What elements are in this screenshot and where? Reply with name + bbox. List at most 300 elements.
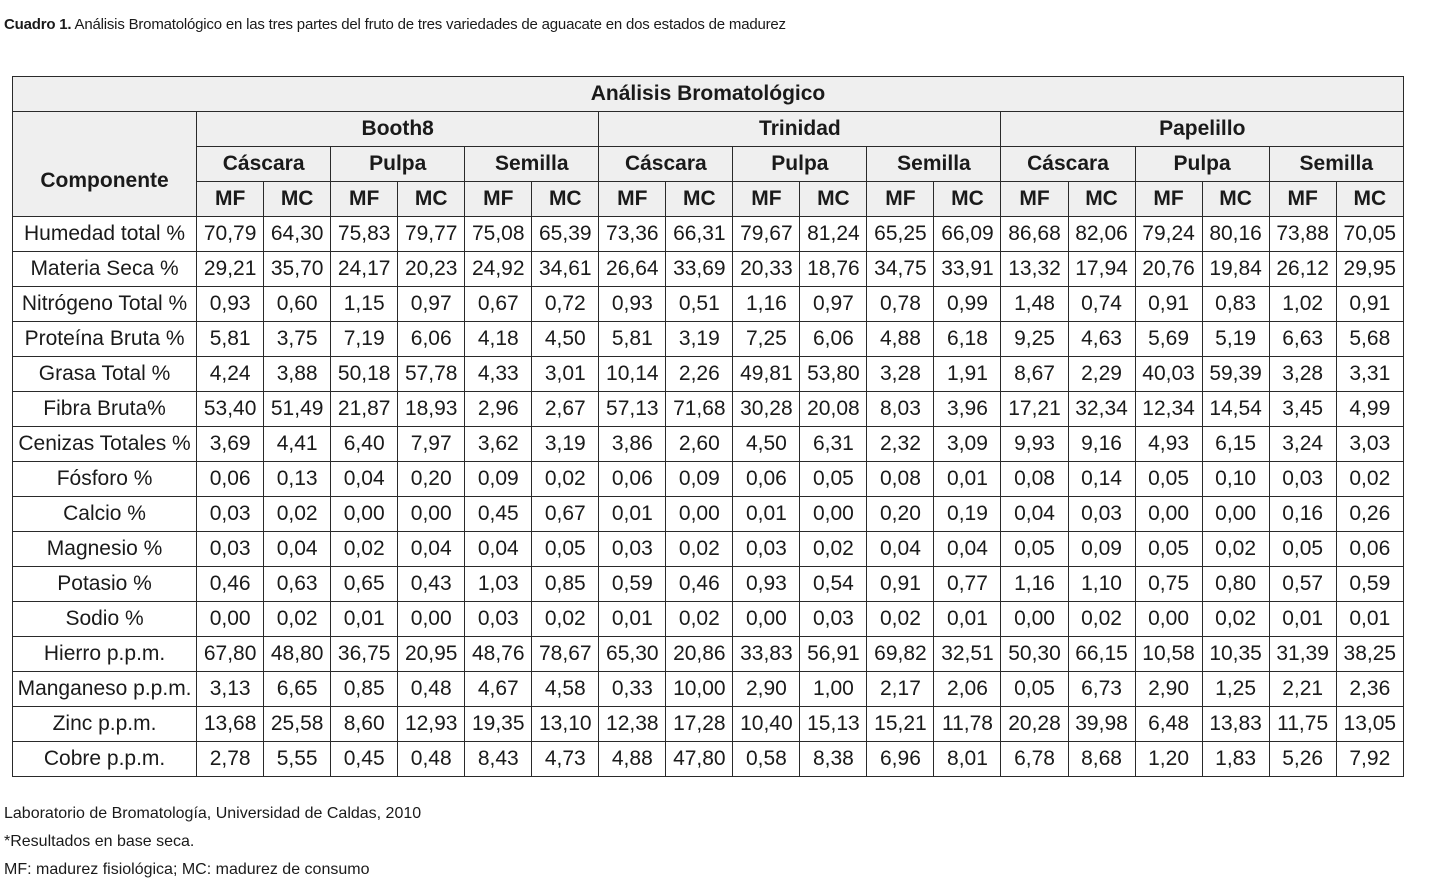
value-cell: 11,78 <box>934 707 1001 742</box>
part-header-1: Pulpa <box>1135 147 1269 182</box>
value-cell: 73,36 <box>599 217 666 252</box>
value-cell: 5,81 <box>599 322 666 357</box>
value-cell: 0,05 <box>1001 532 1068 567</box>
value-cell: 4,88 <box>867 322 934 357</box>
value-cell: 33,69 <box>666 252 733 287</box>
value-cell: 9,93 <box>1001 427 1068 462</box>
value-cell: 48,80 <box>264 637 331 672</box>
value-cell: 50,18 <box>331 357 398 392</box>
value-cell: 0,16 <box>1269 497 1336 532</box>
value-cell: 0,60 <box>264 287 331 322</box>
value-cell: 1,02 <box>1269 287 1336 322</box>
value-cell: 0,67 <box>532 497 599 532</box>
value-cell: 0,02 <box>1202 532 1269 567</box>
header-spacer <box>13 112 197 147</box>
value-cell: 0,93 <box>733 567 800 602</box>
value-cell: 0,72 <box>532 287 599 322</box>
value-cell: 65,25 <box>867 217 934 252</box>
value-cell: 6,73 <box>1068 672 1135 707</box>
value-cell: 8,01 <box>934 742 1001 777</box>
state-header-mf: MF <box>1001 182 1068 217</box>
value-cell: 12,93 <box>398 707 465 742</box>
value-cell: 3,09 <box>934 427 1001 462</box>
value-cell: 0,04 <box>867 532 934 567</box>
value-cell: 0,51 <box>666 287 733 322</box>
value-cell: 8,38 <box>800 742 867 777</box>
state-header-mc: MC <box>1202 182 1269 217</box>
part-header-2: Semilla <box>1269 147 1403 182</box>
value-cell: 66,15 <box>1068 637 1135 672</box>
value-cell: 81,24 <box>800 217 867 252</box>
value-cell: 3,96 <box>934 392 1001 427</box>
value-cell: 10,35 <box>1202 637 1269 672</box>
value-cell: 0,01 <box>331 602 398 637</box>
value-cell: 0,03 <box>197 497 264 532</box>
state-header-mf: MF <box>197 182 264 217</box>
value-cell: 29,95 <box>1336 252 1403 287</box>
value-cell: 4,18 <box>465 322 532 357</box>
table-notes <box>4 800 421 884</box>
value-cell: 4,93 <box>1135 427 1202 462</box>
state-header-mf: MF <box>1135 182 1202 217</box>
value-cell: 0,03 <box>197 532 264 567</box>
value-cell: 0,09 <box>666 462 733 497</box>
value-cell: 53,40 <box>197 392 264 427</box>
value-cell: 4,58 <box>532 672 599 707</box>
value-cell: 4,50 <box>733 427 800 462</box>
value-cell: 18,93 <box>398 392 465 427</box>
value-cell: 0,02 <box>666 602 733 637</box>
value-cell: 0,01 <box>733 497 800 532</box>
value-cell: 0,03 <box>465 602 532 637</box>
table-row <box>13 217 1404 252</box>
value-cell: 0,77 <box>934 567 1001 602</box>
table-row <box>13 707 1404 742</box>
value-cell: 59,39 <box>1202 357 1269 392</box>
value-cell: 66,31 <box>666 217 733 252</box>
value-cell: 6,31 <box>800 427 867 462</box>
value-cell: 11,75 <box>1269 707 1336 742</box>
value-cell: 0,59 <box>1336 567 1403 602</box>
value-cell: 13,68 <box>197 707 264 742</box>
value-cell: 49,81 <box>733 357 800 392</box>
value-cell: 0,91 <box>867 567 934 602</box>
variety-header-papelillo: Papelillo <box>1001 112 1404 147</box>
value-cell: 0,09 <box>465 462 532 497</box>
value-cell: 75,08 <box>465 217 532 252</box>
table-row <box>13 532 1404 567</box>
value-cell: 0,10 <box>1202 462 1269 497</box>
table-row <box>13 637 1404 672</box>
table-row <box>13 462 1404 497</box>
value-cell: 0,04 <box>331 462 398 497</box>
table-row <box>13 742 1404 777</box>
value-cell: 25,58 <box>264 707 331 742</box>
value-cell: 0,00 <box>1001 602 1068 637</box>
part-header-2: Semilla <box>867 147 1001 182</box>
value-cell: 20,23 <box>398 252 465 287</box>
state-header-mc: MC <box>1336 182 1403 217</box>
value-cell: 2,36 <box>1336 672 1403 707</box>
value-cell: 5,26 <box>1269 742 1336 777</box>
value-cell: 79,24 <box>1135 217 1202 252</box>
value-cell: 0,02 <box>532 602 599 637</box>
value-cell: 53,80 <box>800 357 867 392</box>
variety-header-booth8: Booth8 <box>197 112 599 147</box>
value-cell: 2,90 <box>733 672 800 707</box>
state-header-mc: MC <box>398 182 465 217</box>
value-cell: 0,80 <box>1202 567 1269 602</box>
value-cell: 2,26 <box>666 357 733 392</box>
value-cell: 36,75 <box>331 637 398 672</box>
component-name: Zinc p.p.m. <box>13 707 197 742</box>
value-cell: 67,80 <box>197 637 264 672</box>
part-header-0: Cáscara <box>599 147 733 182</box>
variety-header-row <box>13 112 1404 147</box>
value-cell: 65,39 <box>532 217 599 252</box>
value-cell: 3,75 <box>264 322 331 357</box>
value-cell: 0,33 <box>599 672 666 707</box>
value-cell: 5,81 <box>197 322 264 357</box>
value-cell: 26,12 <box>1269 252 1336 287</box>
table-row <box>13 392 1404 427</box>
value-cell: 73,88 <box>1269 217 1336 252</box>
value-cell: 0,05 <box>800 462 867 497</box>
value-cell: 0,02 <box>800 532 867 567</box>
value-cell: 82,06 <box>1068 217 1135 252</box>
value-cell: 0,08 <box>867 462 934 497</box>
value-cell: 0,04 <box>934 532 1001 567</box>
component-name: Humedad total % <box>13 217 197 252</box>
value-cell: 0,05 <box>1135 532 1202 567</box>
value-cell: 0,02 <box>532 462 599 497</box>
value-cell: 0,03 <box>599 532 666 567</box>
state-header-mc: MC <box>532 182 599 217</box>
value-cell: 32,51 <box>934 637 1001 672</box>
value-cell: 0,59 <box>599 567 666 602</box>
value-cell: 0,03 <box>800 602 867 637</box>
value-cell: 10,58 <box>1135 637 1202 672</box>
component-name: Materia Seca % <box>13 252 197 287</box>
value-cell: 4,67 <box>465 672 532 707</box>
value-cell: 0,65 <box>331 567 398 602</box>
value-cell: 0,06 <box>599 462 666 497</box>
value-cell: 0,06 <box>197 462 264 497</box>
state-header-mf: MF <box>465 182 532 217</box>
component-name: Hierro p.p.m. <box>13 637 197 672</box>
value-cell: 6,15 <box>1202 427 1269 462</box>
part-header-1: Pulpa <box>733 147 867 182</box>
part-header-0: Cáscara <box>1001 147 1135 182</box>
value-cell: 0,02 <box>264 602 331 637</box>
bromatological-table <box>12 76 1404 777</box>
state-header-mf: MF <box>331 182 398 217</box>
value-cell: 13,32 <box>1001 252 1068 287</box>
value-cell: 0,48 <box>398 742 465 777</box>
value-cell: 4,50 <box>532 322 599 357</box>
value-cell: 2,32 <box>867 427 934 462</box>
value-cell: 7,97 <box>398 427 465 462</box>
value-cell: 0,67 <box>465 287 532 322</box>
value-cell: 9,25 <box>1001 322 1068 357</box>
component-name: Manganeso p.p.m. <box>13 672 197 707</box>
value-cell: 24,92 <box>465 252 532 287</box>
value-cell: 26,64 <box>599 252 666 287</box>
value-cell: 2,90 <box>1135 672 1202 707</box>
value-cell: 13,10 <box>532 707 599 742</box>
value-cell: 14,54 <box>1202 392 1269 427</box>
value-cell: 5,55 <box>264 742 331 777</box>
value-cell: 38,25 <box>1336 637 1403 672</box>
part-header-0: Cáscara <box>197 147 331 182</box>
value-cell: 0,02 <box>666 532 733 567</box>
component-name: Sodio % <box>13 602 197 637</box>
value-cell: 1,91 <box>934 357 1001 392</box>
state-header-mc: MC <box>1068 182 1135 217</box>
table-row <box>13 567 1404 602</box>
value-cell: 34,61 <box>532 252 599 287</box>
table-row <box>13 357 1404 392</box>
value-cell: 2,60 <box>666 427 733 462</box>
value-cell: 48,76 <box>465 637 532 672</box>
note-source: Laboratorio de Bromatología, Universidad de Caldas, 2010 <box>4 805 422 822</box>
component-name: Proteína Bruta % <box>13 322 197 357</box>
value-cell: 0,01 <box>934 602 1001 637</box>
value-cell: 0,00 <box>1202 497 1269 532</box>
value-cell: 0,02 <box>331 532 398 567</box>
value-cell: 1,83 <box>1202 742 1269 777</box>
value-cell: 24,17 <box>331 252 398 287</box>
value-cell: 0,58 <box>733 742 800 777</box>
value-cell: 2,06 <box>934 672 1001 707</box>
value-cell: 0,46 <box>197 567 264 602</box>
value-cell: 71,68 <box>666 392 733 427</box>
value-cell: 15,13 <box>800 707 867 742</box>
value-cell: 6,63 <box>1269 322 1336 357</box>
value-cell: 66,09 <box>934 217 1001 252</box>
value-cell: 0,01 <box>599 497 666 532</box>
value-cell: 0,93 <box>599 287 666 322</box>
value-cell: 3,28 <box>867 357 934 392</box>
value-cell: 0,20 <box>867 497 934 532</box>
value-cell: 6,48 <box>1135 707 1202 742</box>
value-cell: 6,65 <box>264 672 331 707</box>
component-name: Cenizas Totales % <box>13 427 197 462</box>
state-header-row <box>13 182 1404 217</box>
value-cell: 0,75 <box>1135 567 1202 602</box>
note-dry-basis: *Resultados en base seca. <box>4 833 195 850</box>
component-header: Componente <box>13 147 197 217</box>
value-cell: 0,00 <box>197 602 264 637</box>
value-cell: 6,18 <box>934 322 1001 357</box>
value-cell: 0,00 <box>1135 602 1202 637</box>
value-cell: 0,03 <box>1068 497 1135 532</box>
value-cell: 51,49 <box>264 392 331 427</box>
value-cell: 0,63 <box>264 567 331 602</box>
table-title: Análisis Bromatológico <box>13 77 1404 112</box>
value-cell: 2,29 <box>1068 357 1135 392</box>
value-cell: 1,20 <box>1135 742 1202 777</box>
value-cell: 32,34 <box>1068 392 1135 427</box>
value-cell: 0,46 <box>666 567 733 602</box>
value-cell: 0,04 <box>264 532 331 567</box>
value-cell: 47,80 <box>666 742 733 777</box>
value-cell: 0,02 <box>867 602 934 637</box>
value-cell: 12,34 <box>1135 392 1202 427</box>
state-header-mf: MF <box>867 182 934 217</box>
value-cell: 0,00 <box>1135 497 1202 532</box>
value-cell: 4,41 <box>264 427 331 462</box>
value-cell: 0,14 <box>1068 462 1135 497</box>
value-cell: 0,85 <box>331 672 398 707</box>
value-cell: 0,26 <box>1336 497 1403 532</box>
value-cell: 3,19 <box>532 427 599 462</box>
value-cell: 0,04 <box>465 532 532 567</box>
value-cell: 69,82 <box>867 637 934 672</box>
value-cell: 20,08 <box>800 392 867 427</box>
value-cell: 0,19 <box>934 497 1001 532</box>
value-cell: 21,87 <box>331 392 398 427</box>
value-cell: 4,33 <box>465 357 532 392</box>
value-cell: 3,03 <box>1336 427 1403 462</box>
value-cell: 5,69 <box>1135 322 1202 357</box>
table-row <box>13 322 1404 357</box>
component-name: Cobre p.p.m. <box>13 742 197 777</box>
component-name: Grasa Total % <box>13 357 197 392</box>
value-cell: 0,97 <box>800 287 867 322</box>
value-cell: 3,31 <box>1336 357 1403 392</box>
component-name: Magnesio % <box>13 532 197 567</box>
component-name: Potasio % <box>13 567 197 602</box>
value-cell: 20,33 <box>733 252 800 287</box>
value-cell: 20,76 <box>1135 252 1202 287</box>
value-cell: 1,03 <box>465 567 532 602</box>
value-cell: 1,00 <box>800 672 867 707</box>
value-cell: 1,25 <box>1202 672 1269 707</box>
value-cell: 17,28 <box>666 707 733 742</box>
value-cell: 0,01 <box>599 602 666 637</box>
caption-text: Análisis Bromatológico en las tres partes del fruto de tres variedades de aguacate en dos estados de madurez <box>71 16 786 33</box>
value-cell: 0,00 <box>398 497 465 532</box>
value-cell: 35,70 <box>264 252 331 287</box>
value-cell: 10,40 <box>733 707 800 742</box>
value-cell: 7,92 <box>1336 742 1403 777</box>
value-cell: 8,68 <box>1068 742 1135 777</box>
value-cell: 19,35 <box>465 707 532 742</box>
value-cell: 6,96 <box>867 742 934 777</box>
value-cell: 86,68 <box>1001 217 1068 252</box>
value-cell: 56,91 <box>800 637 867 672</box>
value-cell: 40,03 <box>1135 357 1202 392</box>
value-cell: 0,06 <box>1336 532 1403 567</box>
value-cell: 0,91 <box>1336 287 1403 322</box>
value-cell: 6,06 <box>398 322 465 357</box>
value-cell: 3,69 <box>197 427 264 462</box>
table-row <box>13 427 1404 462</box>
value-cell: 8,60 <box>331 707 398 742</box>
value-cell: 0,08 <box>1001 462 1068 497</box>
value-cell: 3,24 <box>1269 427 1336 462</box>
value-cell: 0,00 <box>666 497 733 532</box>
value-cell: 8,03 <box>867 392 934 427</box>
value-cell: 0,91 <box>1135 287 1202 322</box>
value-cell: 19,84 <box>1202 252 1269 287</box>
value-cell: 0,02 <box>1202 602 1269 637</box>
value-cell: 5,68 <box>1336 322 1403 357</box>
state-header-mc: MC <box>800 182 867 217</box>
value-cell: 5,19 <box>1202 322 1269 357</box>
value-cell: 0,85 <box>532 567 599 602</box>
value-cell: 3,01 <box>532 357 599 392</box>
value-cell: 30,28 <box>733 392 800 427</box>
value-cell: 0,93 <box>197 287 264 322</box>
value-cell: 17,21 <box>1001 392 1068 427</box>
value-cell: 0,05 <box>1269 532 1336 567</box>
part-header-row <box>13 147 1404 182</box>
value-cell: 4,63 <box>1068 322 1135 357</box>
value-cell: 0,03 <box>1269 462 1336 497</box>
part-header-2: Semilla <box>465 147 599 182</box>
value-cell: 3,45 <box>1269 392 1336 427</box>
value-cell: 0,00 <box>331 497 398 532</box>
value-cell: 2,67 <box>532 392 599 427</box>
value-cell: 0,97 <box>398 287 465 322</box>
state-header-mf: MF <box>599 182 666 217</box>
value-cell: 8,43 <box>465 742 532 777</box>
value-cell: 0,48 <box>398 672 465 707</box>
value-cell: 75,83 <box>331 217 398 252</box>
state-header-mc: MC <box>934 182 1001 217</box>
value-cell: 78,67 <box>532 637 599 672</box>
value-cell: 70,79 <box>197 217 264 252</box>
value-cell: 29,21 <box>197 252 264 287</box>
value-cell: 0,78 <box>867 287 934 322</box>
value-cell: 50,30 <box>1001 637 1068 672</box>
value-cell: 80,16 <box>1202 217 1269 252</box>
state-header-mc: MC <box>666 182 733 217</box>
value-cell: 39,98 <box>1068 707 1135 742</box>
value-cell: 0,00 <box>398 602 465 637</box>
value-cell: 10,14 <box>599 357 666 392</box>
value-cell: 0,13 <box>264 462 331 497</box>
value-cell: 0,54 <box>800 567 867 602</box>
value-cell: 10,00 <box>666 672 733 707</box>
value-cell: 64,30 <box>264 217 331 252</box>
value-cell: 1,15 <box>331 287 398 322</box>
component-name: Calcio % <box>13 497 197 532</box>
state-header-mf: MF <box>1269 182 1336 217</box>
value-cell: 31,39 <box>1269 637 1336 672</box>
value-cell: 57,13 <box>599 392 666 427</box>
value-cell: 0,01 <box>1269 602 1336 637</box>
value-cell: 3,13 <box>197 672 264 707</box>
note-abbreviations: MF: madurez fisiológica; MC: madurez de consumo <box>4 861 370 878</box>
table-row <box>13 287 1404 322</box>
value-cell: 1,48 <box>1001 287 1068 322</box>
value-cell: 0,20 <box>398 462 465 497</box>
value-cell: 4,88 <box>599 742 666 777</box>
value-cell: 0,00 <box>800 497 867 532</box>
value-cell: 0,05 <box>532 532 599 567</box>
value-cell: 0,05 <box>1135 462 1202 497</box>
value-cell: 33,91 <box>934 252 1001 287</box>
value-cell: 4,73 <box>532 742 599 777</box>
table-caption <box>4 16 786 33</box>
value-cell: 0,57 <box>1269 567 1336 602</box>
value-cell: 57,78 <box>398 357 465 392</box>
value-cell: 0,04 <box>398 532 465 567</box>
value-cell: 2,96 <box>465 392 532 427</box>
